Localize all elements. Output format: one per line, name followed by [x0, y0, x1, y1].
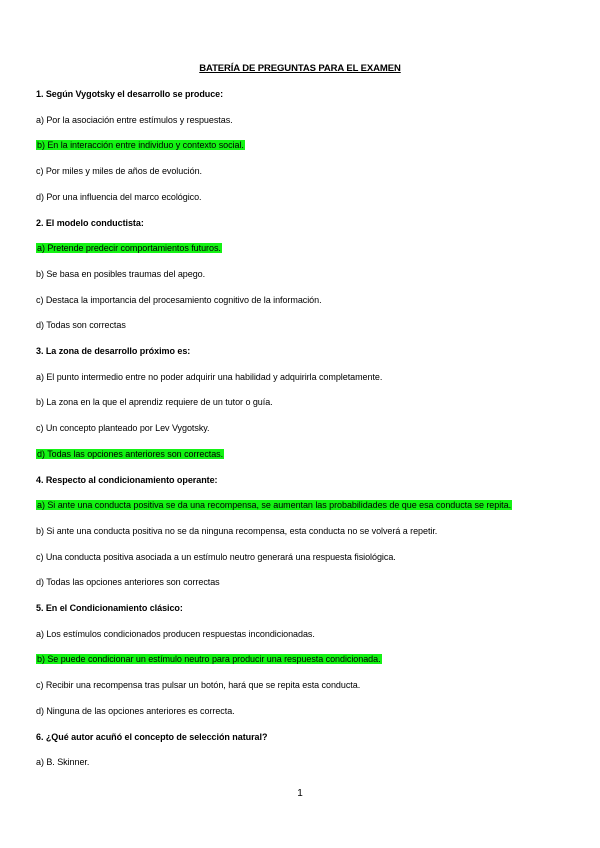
option-text: c) Un concepto planteado por Lev Vygotsky.	[36, 423, 210, 434]
answer-option	[36, 526, 437, 537]
answer-option	[36, 706, 235, 717]
answer-option	[36, 166, 202, 177]
option-text: d) Todas las opciones anteriores son correctas	[36, 577, 220, 588]
option-text: c) Destaca la importancia del procesamiento cognitivo de la información.	[36, 294, 322, 305]
question-heading	[36, 732, 267, 743]
option-text: d) Todas son correctas	[36, 320, 126, 331]
option-text: b) Se basa en posibles traumas del apego.	[36, 268, 206, 279]
highlighted-answer-text: b) Se puede condicionar un estímulo neutro para producir una respuesta condicionada.	[37, 654, 381, 665]
question-heading	[36, 89, 223, 100]
question-heading	[36, 475, 218, 486]
question-text: 6. ¿Qué autor acuñó el concepto de selección natural?	[36, 731, 268, 742]
option-text: d) Ninguna de las opciones anteriores es correcta.	[36, 705, 235, 716]
answer-option	[36, 654, 382, 665]
highlighted-answer-text: b) En la interacción entre individuo y contexto social.	[37, 140, 244, 151]
page-number: 1	[297, 788, 303, 799]
option-text: a) Por la asociación entre estímulos y respuestas.	[36, 114, 233, 125]
question-text: 2. El modelo conductista:	[36, 217, 144, 228]
answer-option	[36, 115, 233, 126]
answer-option	[36, 500, 512, 511]
question-text: 1. Según Vygotsky el desarrollo se produce:	[36, 89, 224, 99]
question-text: 3. La zona de desarrollo próximo es:	[36, 346, 191, 356]
highlighted-answer-text: a) Pretende predecir comportamientos futuros.	[37, 243, 221, 254]
question-text: 5. En el Condicionamiento clásico:	[36, 603, 183, 613]
option-text: d) Por una influencia del marco ecológico.	[36, 191, 202, 202]
question-heading	[36, 346, 190, 357]
answer-option	[36, 372, 382, 383]
answer-option	[36, 423, 210, 434]
question-heading	[36, 603, 183, 614]
option-text: c) Una conducta positiva asociada a un estímulo neutro generará una respuesta fisiológica.	[36, 551, 396, 562]
answer-option	[36, 243, 222, 254]
highlighted-answer-text: d) Todas las opciones anteriores son correctas.	[37, 448, 224, 459]
highlighted-answer-text: a) Si ante una conducta positiva se da una recompensa, se aumentan las probabilidades de que esa conducta se repita.	[37, 500, 512, 511]
answer-option	[36, 629, 315, 640]
answer-option	[36, 320, 126, 331]
option-text: c) Recibir una recompensa tras pulsar un botón, hará que se repita esta conducta.	[36, 680, 361, 691]
document-title: BATERÍA DE PREGUNTAS PARA EL EXAMEN	[199, 63, 401, 74]
answer-option	[36, 397, 273, 408]
option-text: c) Por miles y miles de años de evolución.	[36, 166, 202, 177]
answer-option	[36, 192, 202, 203]
answer-option	[36, 680, 360, 691]
question-heading	[36, 218, 144, 229]
option-text: b) La zona en la que el aprendiz requiere de un tutor o guía.	[36, 397, 273, 408]
option-text: a) Los estímulos condicionados producen respuestas incondicionadas.	[36, 628, 315, 639]
option-text: b) Si ante una conducta positiva no se da ninguna recompensa, esta conducta no se volverá a repetir.	[36, 525, 438, 536]
answer-option	[36, 269, 205, 280]
answer-option	[36, 449, 224, 460]
option-text: a) El punto intermedio entre no poder adquirir una habilidad y adquirirla completamente.	[36, 371, 383, 382]
answer-option	[36, 577, 220, 588]
answer-option	[36, 140, 245, 151]
answer-option	[36, 757, 89, 768]
option-text: a) B. Skinner.	[36, 757, 90, 768]
question-text: 4. Respecto al condicionamiento operante:	[36, 474, 218, 485]
answer-option	[36, 552, 396, 563]
answer-option	[36, 295, 322, 306]
